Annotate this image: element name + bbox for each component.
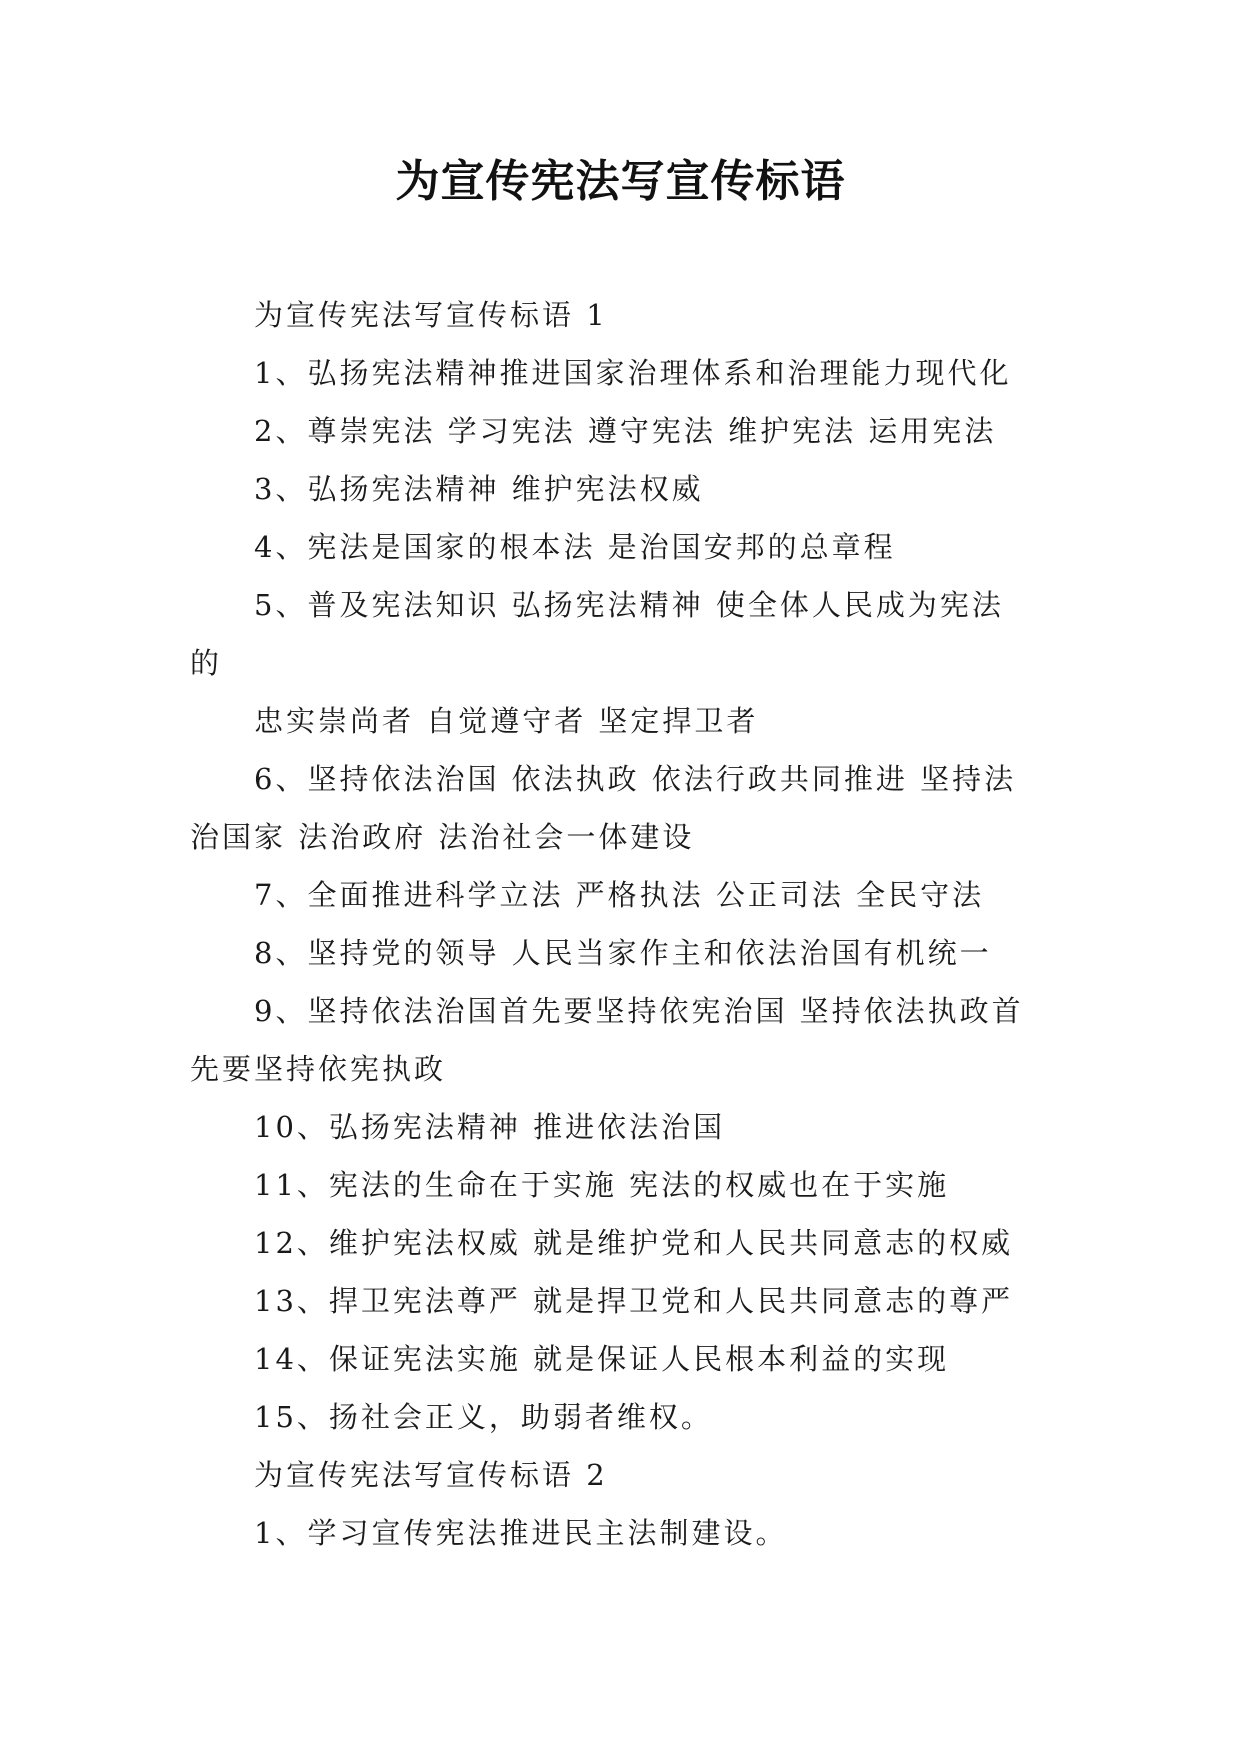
document-line: 6、坚持依法治国 依法执政 依法行政共同推进 坚持法 [254, 762, 1017, 796]
document-line: 忠实崇尚者 自觉遵守者 坚定捍卫者 [254, 704, 759, 738]
document-line: 13、捍卫宪法尊严 就是捍卫党和人民共同意志的尊严 [254, 1284, 1014, 1318]
document-line: 为宣传宪法写宣传标语 2 [254, 1458, 608, 1492]
document-line: 10、弘扬宪法精神 推进依法治国 [254, 1110, 726, 1144]
document-line: 治国家 法治政府 法治社会一体建设 [190, 820, 695, 854]
document-line: 为宣传宪法写宣传标语 1 [254, 298, 608, 332]
document-line: 4、宪法是国家的根本法 是治国安邦的总章程 [254, 530, 896, 564]
document-line: 先要坚持依宪执政 [190, 1052, 447, 1086]
document-line: 2、尊崇宪法 学习宪法 遵守宪法 维护宪法 运用宪法 [254, 414, 997, 448]
document-line: 1、弘扬宪法精神推进国家治理体系和治理能力现代化 [254, 356, 1012, 390]
document-line: 5、普及宪法知识 弘扬宪法精神 使全体人民成为宪法 [254, 588, 1004, 622]
document-line: 1、学习宣传宪法推进民主法制建设。 [254, 1516, 788, 1550]
document-line: 11、宪法的生命在于实施 宪法的权威也在于实施 [254, 1168, 950, 1202]
document-line: 3、弘扬宪法精神 维护宪法权威 [254, 472, 704, 506]
document-title: 为宣传宪法写宣传标语 [395, 156, 846, 207]
document-body [190, 286, 1058, 1562]
document-line: 的 [190, 646, 223, 680]
document-line: 12、维护宪法权威 就是维护党和人民共同意志的权威 [254, 1226, 1014, 1260]
document-line: 15、扬社会正义，助弱者维权。 [254, 1400, 713, 1434]
document-line: 7、全面推进科学立法 严格执法 公正司法 全民守法 [254, 878, 985, 912]
document-line: 9、坚持依法治国首先要坚持依宪治国 坚持依法执政首 [254, 994, 1024, 1028]
document-line: 8、坚持党的领导 人民当家作主和依法治国有机统一 [254, 936, 992, 970]
document-line: 14、保证宪法实施 就是保证人民根本利益的实现 [254, 1342, 950, 1376]
